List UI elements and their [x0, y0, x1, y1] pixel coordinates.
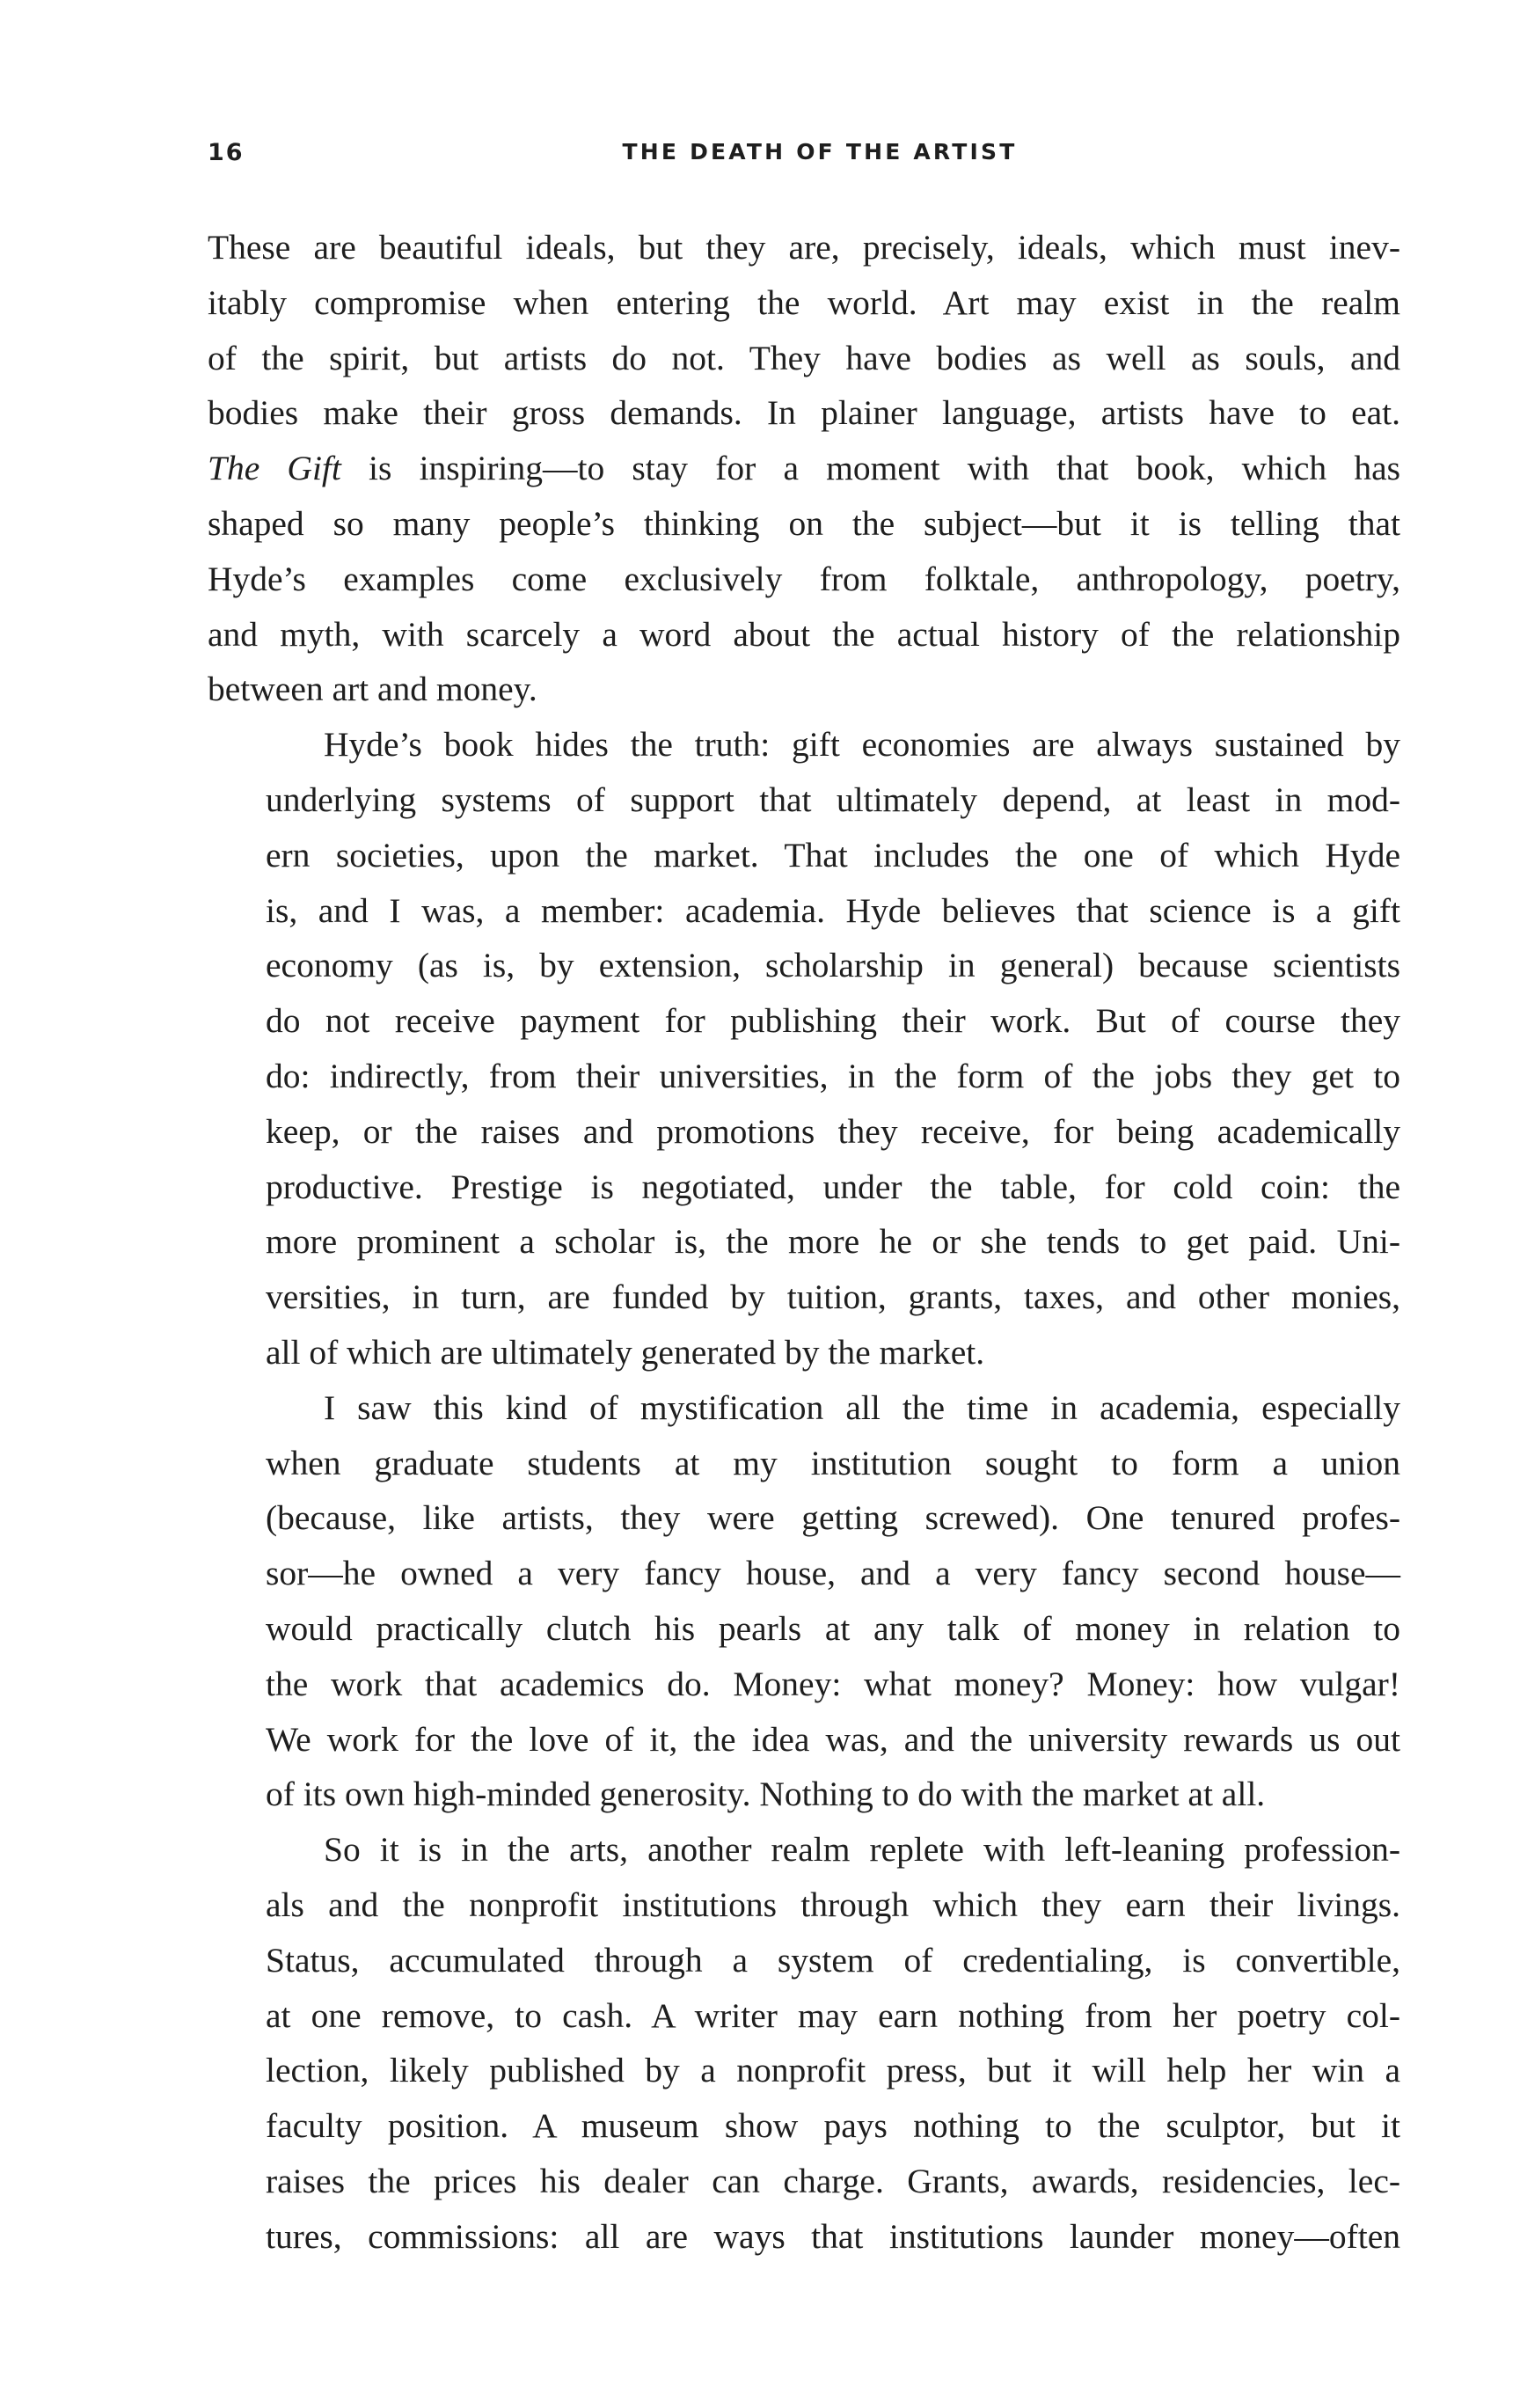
running-head: THE DEATH OF THE ARTIST — [622, 139, 1018, 165]
text-line: raises the prices his dealer can charge. Grants, awards, residencies, lec- — [266, 2161, 1400, 2200]
text-line-rest: is inspiring—to stay for a moment with that book, which has — [340, 449, 1400, 488]
text-line: all of which are ultimately generated by the market. — [266, 1332, 985, 1372]
text-line: (because, like artists, they were getting screwed). One tenured profes- — [266, 1498, 1400, 1538]
text-line: at one remove, to cash. A writer may earn nothing from her poetry col- — [266, 1995, 1400, 2035]
page-header — [208, 139, 1400, 174]
text-line: These are beautiful ideals, but they are, precisely, ideals, which must inev- — [208, 228, 1400, 267]
text-line: tures, commissions: all are ways that institutions launder money—often — [266, 2216, 1400, 2256]
text-line: more prominent a scholar is, the more he or she tends to get paid. Uni- — [266, 1222, 1400, 1262]
text-line: So it is in the arts, another realm replete with left-leaning profession- — [324, 1830, 1400, 1870]
text-line: underlying systems of support that ultimately depend, at least in mod- — [266, 779, 1400, 819]
text-line: faculty position. A museum show pays nothing to the sculptor, but it — [266, 2106, 1400, 2146]
text-line: sor—he owned a very fancy house, and a very fancy second house— — [266, 1554, 1400, 1593]
text-line: is, and I was, a member: academia. Hyde believes that science is a gift — [266, 890, 1400, 930]
paragraph — [208, 1822, 1400, 2264]
paragraph — [208, 1380, 1400, 1822]
text-line — [208, 441, 1400, 496]
text-line: We work for the love of it, the idea was, and the university rewards us out — [266, 1719, 1400, 1759]
text-line: als and the nonprofit institutions through which they earn their livings. — [266, 1885, 1400, 1924]
text-line: shaped so many people’s thinking on the subject—but it is telling that — [208, 503, 1400, 543]
text-line: economy (as is, by extension, scholarship in general) because scientists — [266, 946, 1400, 985]
text-line: Status, accumulated through a system of credentialing, is convertible, — [266, 1940, 1400, 1980]
text-line: do not receive payment for publishing their work. But of course they — [266, 1001, 1400, 1041]
text-line: between art and money. — [208, 670, 537, 709]
text-line: bodies make their gross demands. In plainer language, artists have to eat. — [208, 393, 1400, 433]
text-line: Hyde’s examples come exclusively from folktale, anthropology, poetry, — [208, 559, 1400, 598]
text-line: the work that academics do. Money: what money? Money: how vulgar! — [266, 1664, 1400, 1703]
text-line: versities, in turn, are funded by tuition, grants, taxes, and other monies, — [266, 1277, 1400, 1317]
text-line: I saw this kind of mystification all the time in academia, especially — [324, 1387, 1400, 1427]
text-line: when graduate students at my institution sought to form a union — [266, 1443, 1400, 1482]
text-line: of its own high-minded generosity. Nothing to do with the market at all. — [266, 1775, 1266, 1814]
book-title: The Gift — [208, 449, 341, 488]
text-line: lection, likely published by a nonprofit press, but it will help her win a — [266, 2051, 1400, 2090]
text-line: of the spirit, but artists do not. They have bodies as well as souls, and — [208, 338, 1400, 377]
text-line: do: indirectly, from their universities, in the form of the jobs they get to — [266, 1056, 1400, 1095]
text-line: keep, or the raises and promotions they receive, for being academically — [266, 1111, 1400, 1151]
text-line: ern societies, upon the market. That includes the one of which Hyde — [266, 835, 1400, 875]
text-line: itably compromise when entering the world. Art may exist in the realm — [208, 282, 1400, 322]
text-line: and myth, with scarcely a word about the actual history of the relationship — [208, 614, 1400, 654]
text-line: Hyde’s book hides the truth: gift economies are always sustained by — [324, 725, 1400, 765]
page-number: 16 — [208, 139, 245, 166]
text-line: productive. Prestige is negotiated, under the table, for cold coin: the — [266, 1167, 1400, 1206]
body-text — [208, 220, 1400, 2264]
paragraph — [208, 220, 1400, 717]
paragraph — [208, 717, 1400, 1380]
text-line: would practically clutch his pearls at any talk of money in relation to — [266, 1608, 1400, 1648]
